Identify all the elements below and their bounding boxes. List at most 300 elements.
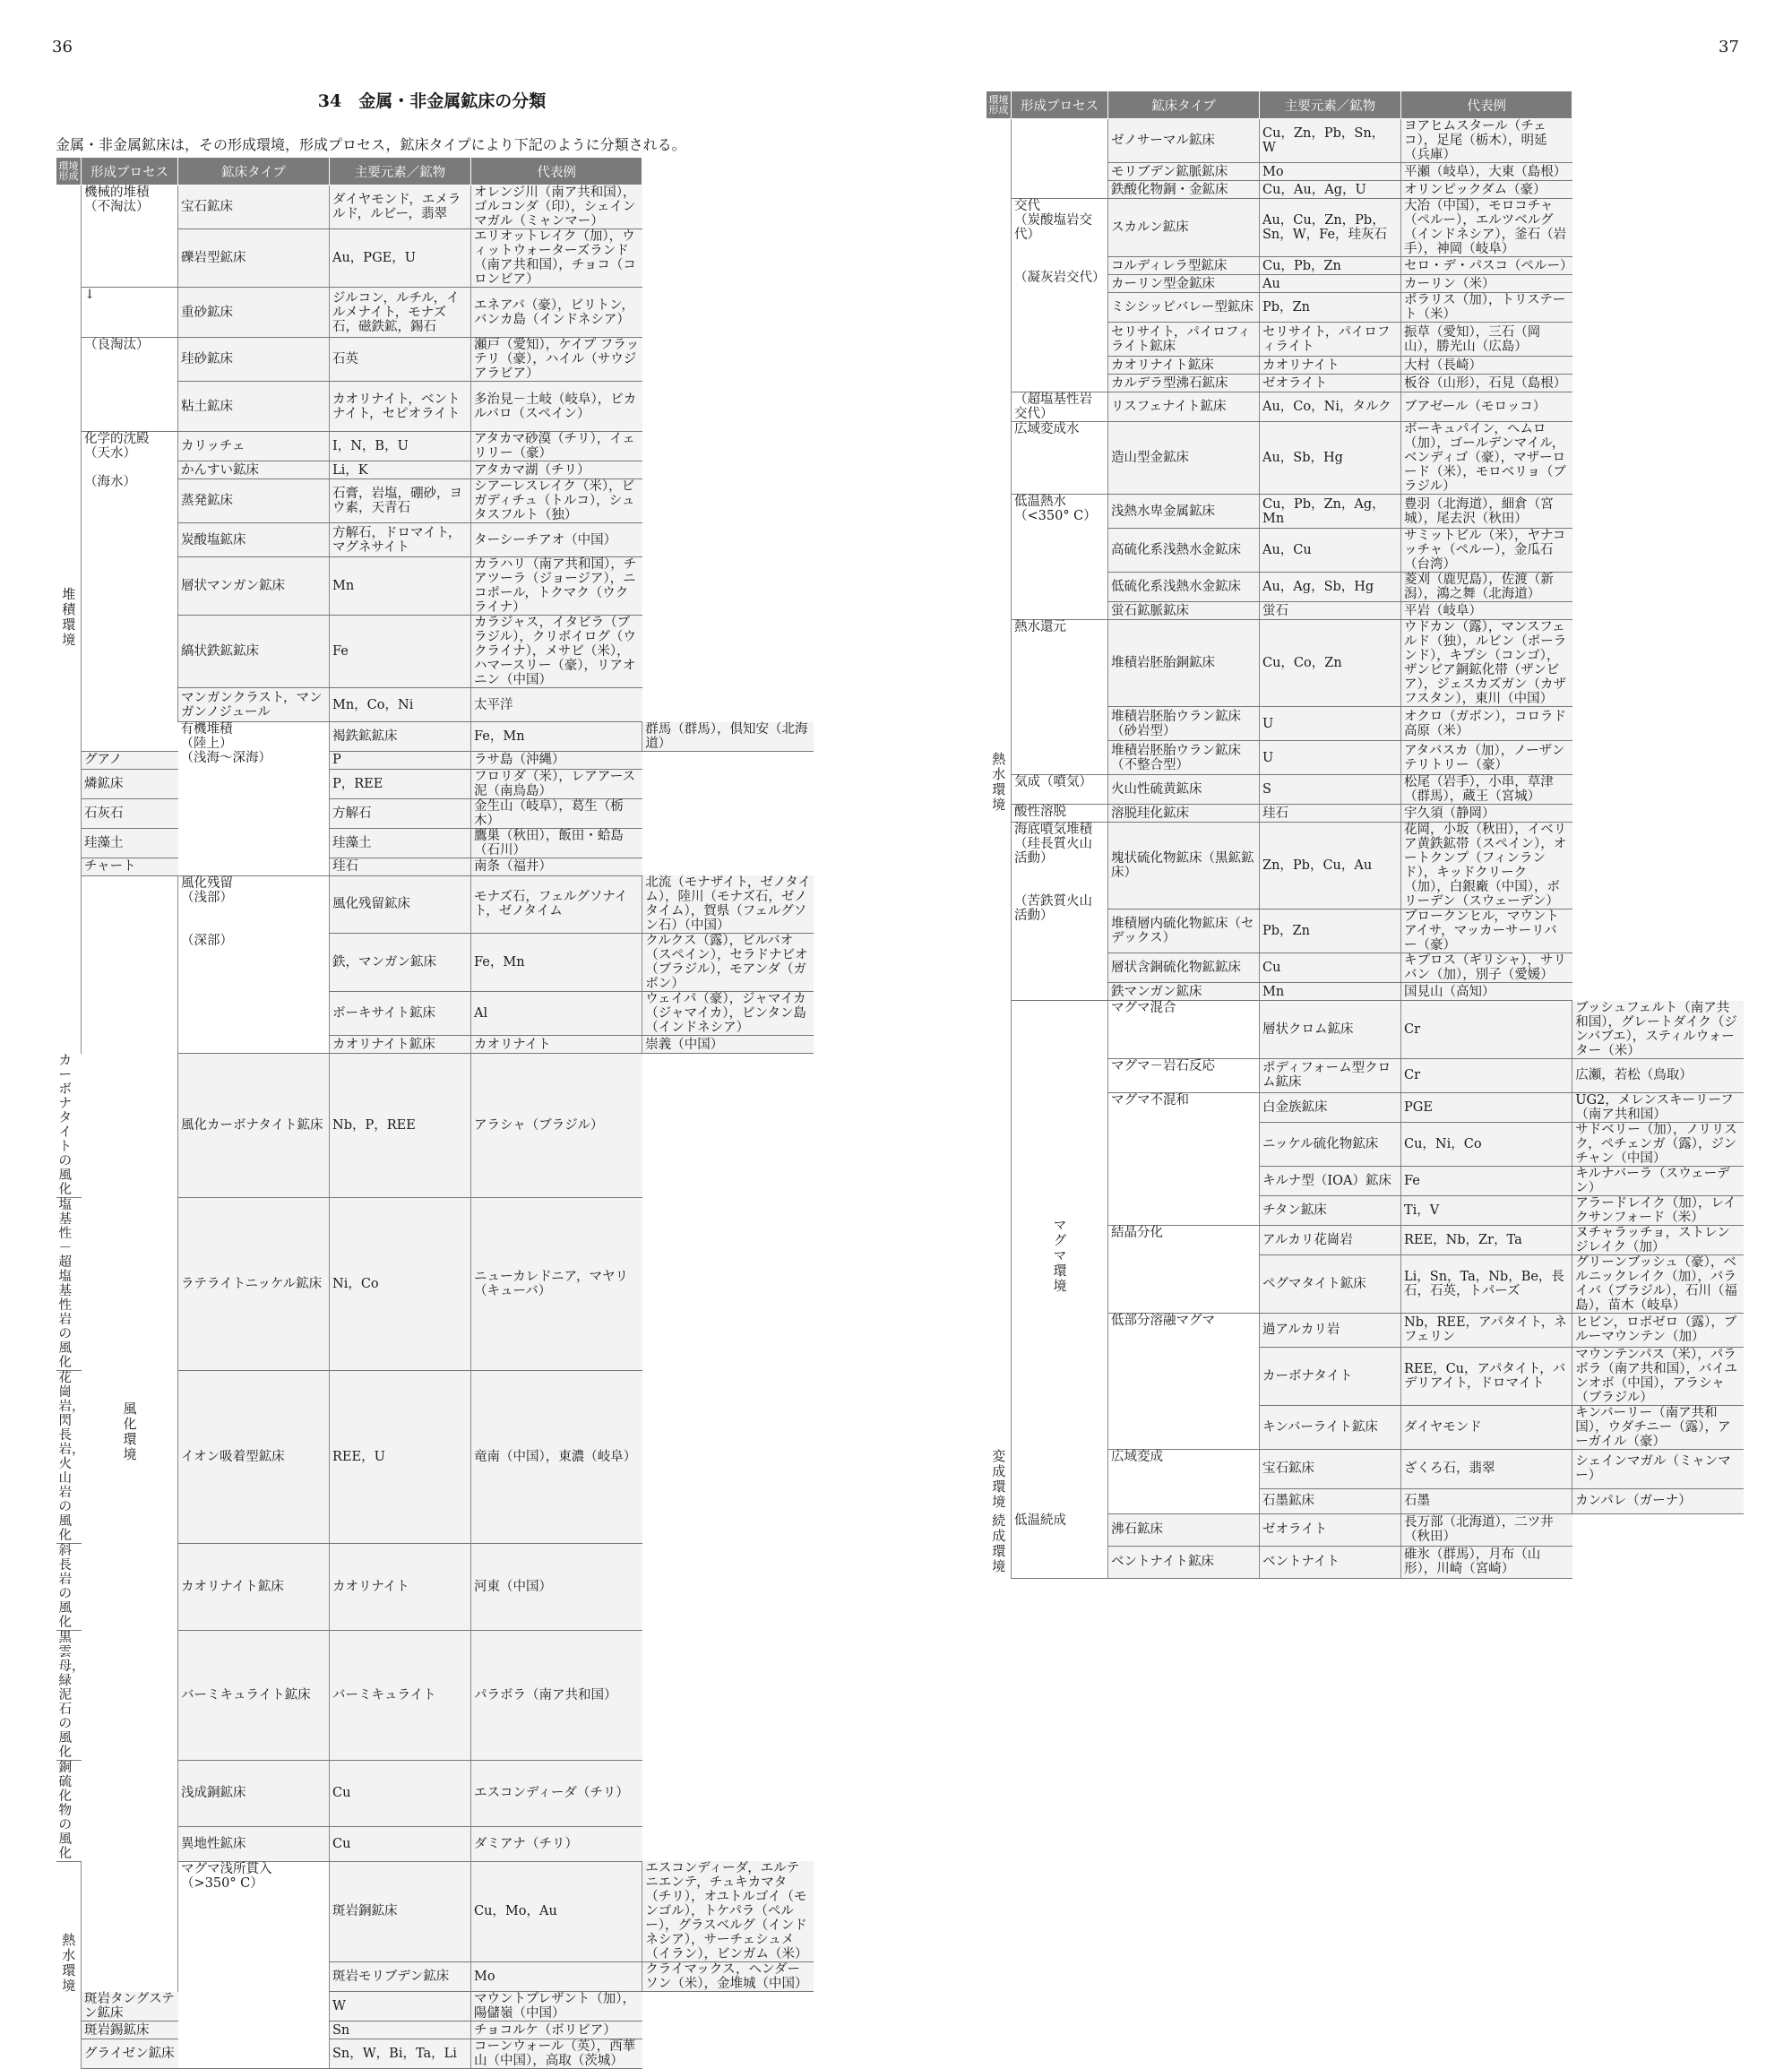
process-cell [1012, 620, 1108, 775]
deposit-type-cell [178, 479, 330, 523]
elements-cell [1401, 1092, 1572, 1122]
examples-cell-text: 広瀬，若松（鳥取） [1575, 1068, 1693, 1082]
elements-cell-text: Au，Ag，Sb，Hg [1262, 580, 1374, 594]
table-row [56, 858, 814, 875]
elements-cell [330, 858, 471, 875]
elements-cell [330, 688, 471, 722]
deposit-type-cell [178, 1054, 330, 1198]
elements-cell [330, 1543, 471, 1630]
deposit-type-cell-text: 斑岩銅鉱床 [332, 1904, 398, 1919]
deposit-type-cell-text: 層状マンガン鉱床 [181, 579, 285, 593]
elements-cell-text: Mn，Co，Ni [332, 697, 414, 712]
elements-cell [1260, 163, 1401, 181]
examples-cell-text: シェインマガル（ミャンマー） [1575, 1454, 1731, 1484]
deposit-type-cell [1108, 1513, 1260, 1546]
elements-cell-text: Au [1262, 276, 1280, 291]
examples-cell [1401, 620, 1572, 707]
deposit-type-cell-text: カオリナイト鉱床 [1111, 358, 1214, 373]
examples-cell-text: アラシャ（ブラジル） [474, 1117, 604, 1133]
deposit-type-cell [178, 338, 330, 382]
examples-cell [471, 1826, 642, 1861]
process-cell-text: 斜長岩の風化 [58, 1543, 72, 1630]
process-cell-text: マグマ浅所貫入 （>350° C） [181, 1861, 272, 1891]
process-cell-text: 海底噴気堆積 （珪長質火山活動） （苦鉄質火山活動） [1014, 823, 1092, 923]
deposit-type-cell-text: チャート [84, 859, 136, 874]
elements-cell-text: Fe，Mn [474, 955, 525, 970]
examples-cell [1572, 1092, 1744, 1122]
deposit-type-cell [330, 1036, 471, 1054]
elements-cell-text: Mo [474, 1970, 495, 1984]
elements-cell-text: カオリナイト [474, 1037, 551, 1052]
process-cell [1012, 119, 1108, 199]
table-row [56, 2022, 814, 2039]
elements-cell-text: 石墨 [1404, 1494, 1430, 1509]
deposit-type-cell [1108, 181, 1260, 199]
process-cell-text: 結晶分化 [1111, 1225, 1163, 1240]
elements-cell [471, 1962, 642, 1992]
elements-cell-text: Cu，Ni，Co [1404, 1136, 1482, 1151]
elements-cell [330, 1197, 471, 1370]
page-number-left: 36 [52, 38, 73, 56]
deposit-type-cell [330, 1962, 471, 1992]
elements-cell-text: ベントナイト [1262, 1555, 1340, 1569]
elements-cell-text: Al [474, 1006, 488, 1021]
elements-cell-text: Mn [332, 579, 355, 593]
elements-cell-text: REE，Nb，Zr，Ta [1404, 1232, 1522, 1247]
deposit-type-cell [330, 934, 471, 992]
deposit-type-cell-text: 風化残留鉱床 [332, 897, 410, 912]
deposit-type-cell [1260, 1449, 1401, 1489]
table-row [986, 392, 1745, 422]
elements-cell-text: Pb，Zn [1262, 924, 1310, 938]
examples-cell-text: クライマックス，ヘンダーソン（米），金堆城（中国） [645, 1962, 808, 1991]
elements-cell-text: Sn [332, 2022, 350, 2038]
table-row [986, 775, 1745, 805]
elements-cell-text: ジルコン，ルチル，イルメナイト，モナズ石，磁鉄鉱，錫石 [332, 290, 460, 334]
deposit-type-cell-text: 鉄酸化物銅・金鉱床 [1111, 182, 1228, 197]
process-cell [1108, 1092, 1260, 1225]
elements-cell [1401, 1405, 1572, 1449]
section-title: 34 金属・非金属鉱床の分類 [317, 91, 547, 111]
examples-cell [471, 185, 642, 229]
examples-cell [1401, 953, 1572, 983]
elements-cell-text: ゼオライト [1262, 375, 1328, 391]
header-deposit-type: 鉱床タイプ [1108, 91, 1260, 119]
environment-cell-text: 熱水環境 [990, 752, 1007, 813]
process-cell-text: 塩基性－超塩基性岩の風化 [58, 1197, 72, 1370]
elements-cell [330, 557, 471, 616]
process-cell-text: 花崗岩，閃長岩，火山岩の風化 [58, 1370, 85, 1543]
process-cell [82, 185, 178, 288]
examples-cell [471, 557, 642, 616]
header-elements: 主要元素／鉱物 [330, 158, 471, 185]
examples-cell-text: カラジャス，イタビラ（ブラジル），クリボイログ（ウクライナ），メサビ（米），ハマースリー（豪），リアオニン（中国） [474, 616, 636, 687]
examples-cell [471, 382, 642, 432]
deposit-type-cell [1108, 573, 1260, 602]
examples-cell-text: アラードレイク（加），レイクサンフォード（米） [1575, 1195, 1736, 1225]
elements-cell [330, 2039, 471, 2069]
elements-cell-text: Cu，Pb，Zn [1262, 258, 1341, 273]
deposit-type-cell-text: コルディレラ型鉱床 [1111, 258, 1228, 273]
elements-cell [471, 722, 642, 752]
process-cell-text: 黒雲母，緑泥石の風化 [58, 1630, 85, 1760]
examples-cell [1401, 181, 1572, 199]
deposit-type-cell [1260, 1313, 1401, 1347]
elements-cell [1401, 1166, 1572, 1195]
elements-cell [330, 1054, 471, 1198]
examples-cell [1401, 529, 1572, 573]
examples-cell-text: エスコンディーダ，エルテニエンテ，チュキカマタ（チリ），オユトルゴイ（モンゴル），トケパラ（ペルー），グラスベルグ（インドネシア），サーチェシュメ（イラン），ビンガム（米） [645, 1861, 808, 1961]
process-cell [1108, 1058, 1260, 1092]
deposit-type-cell-text: 礫岩型鉱床 [181, 251, 246, 265]
elements-cell [1260, 707, 1401, 741]
examples-cell [1401, 909, 1572, 953]
elements-cell [1401, 1058, 1572, 1092]
elements-cell [1260, 199, 1401, 257]
deposit-type-cell [1260, 1195, 1401, 1225]
examples-cell-text: アタカマ砂漠（チリ），イェリリー（豪） [474, 432, 635, 461]
elements-cell-text: Au，Cu [1262, 543, 1312, 557]
elements-cell-text: 方解石 [332, 806, 372, 821]
process-cell-text: 広域変成水 [1014, 422, 1080, 436]
examples-cell-text: ポラリス（加），トリステート（米） [1404, 293, 1566, 322]
examples-cell [1401, 573, 1572, 602]
examples-cell-text: 国見山（高知） [1404, 984, 1495, 999]
environment-cell-text: 続成環境 [990, 1513, 1007, 1574]
examples-cell-text: サミットビル（米），ヤナコッチャ（ペルー），金瓜石（台湾） [1404, 529, 1566, 572]
elements-cell [1260, 1513, 1401, 1546]
process-cell [1012, 422, 1108, 495]
deposit-type-cell-text: 粘土鉱床 [181, 399, 233, 414]
process-cell [1012, 1513, 1108, 1578]
table-header-row [986, 91, 1745, 119]
examples-cell-text: チョコルケ（ボリビア） [474, 2022, 616, 2038]
elements-cell [330, 479, 471, 523]
examples-cell-text: ダミアナ（チリ） [474, 1836, 578, 1851]
elements-cell-text: U [1262, 716, 1274, 731]
deposit-type-cell [178, 461, 330, 479]
deposit-type-cell-text: ラテライトニッケル鉱床 [181, 1276, 323, 1291]
deposit-type-cell [1108, 375, 1260, 392]
examples-cell-text: カーリン（米） [1404, 276, 1495, 291]
deposit-type-cell-text: 白金族鉱床 [1262, 1099, 1328, 1115]
elements-cell [471, 875, 642, 934]
examples-cell [471, 858, 642, 875]
elements-cell [1260, 293, 1401, 323]
examples-cell [642, 722, 814, 752]
examples-cell-text: グリーンブッシュ（豪），ベルニックレイク（加），バライバ（ブラジル），石川（福島），苗木（岐阜） [1575, 1254, 1737, 1313]
deposit-type-cell [178, 382, 330, 432]
process-cell [1012, 495, 1108, 620]
process-cell [178, 1861, 330, 2069]
deposit-type-cell-text: 鉄マンガン鉱床 [1111, 984, 1202, 999]
deposit-type-cell [1108, 357, 1260, 375]
examples-cell-text: ブアゼール（モロッコ） [1404, 400, 1546, 414]
examples-cell-text: コーンウォール（英），西華山（中国），高取（茨城） [474, 2039, 636, 2068]
examples-cell-text: 崇義（中国） [645, 1037, 724, 1052]
table-row [56, 288, 814, 338]
deposit-type-cell-text: キルナ型（IOA）鉱床 [1262, 1173, 1391, 1188]
deposit-type-cell-text: ポディフォーム型クロム鉱床 [1262, 1061, 1391, 1090]
elements-cell [330, 769, 471, 798]
examples-cell-text: 多治見－土岐（岐阜），ビカルバロ（スペイン） [474, 392, 637, 421]
examples-cell-text: ラサ島（沖縄） [474, 753, 565, 767]
process-cell [1108, 1449, 1260, 1513]
examples-cell [1572, 1001, 1744, 1059]
elements-cell [1401, 1001, 1572, 1059]
elements-cell [330, 229, 471, 288]
elements-cell [1260, 357, 1401, 375]
examples-cell-text: 鷹巣（秋田），飯田・蛤島（石川） [474, 828, 624, 858]
deposit-type-cell-text: アルカリ花崗岩 [1262, 1232, 1353, 1247]
elements-cell [471, 992, 642, 1036]
elements-cell [1260, 573, 1401, 602]
elements-cell [330, 1630, 471, 1760]
deposit-type-cell-text: カリッチェ [181, 439, 246, 453]
deposit-type-cell-text: 重砂鉱床 [181, 305, 233, 320]
process-cell [56, 1630, 85, 1760]
elements-cell-text: P，REE [332, 776, 383, 791]
examples-cell [471, 1054, 642, 1198]
deposit-type-cell-text: 斑岩モリブデン鉱床 [332, 1970, 450, 1984]
deposit-type-cell-text: モリブデン鉱脈鉱床 [1111, 164, 1228, 179]
elements-cell [1260, 323, 1401, 357]
deposit-type-cell [178, 1370, 330, 1543]
deposit-type-cell-text: 堆積層内硫化物鉱床（セデックス） [1111, 917, 1254, 945]
examples-cell-text: オレンジ川（南ア共和国），ゴルコンダ（印），シェインマガル（ミャンマー） [474, 185, 636, 228]
elements-cell [471, 934, 642, 992]
examples-cell [471, 1370, 642, 1543]
table-row [56, 432, 814, 461]
examples-cell [1572, 1313, 1744, 1347]
examples-cell [471, 432, 642, 461]
elements-cell [1401, 1254, 1572, 1313]
examples-cell [1401, 375, 1572, 392]
examples-cell-text: ボーキュパイン，ヘムロ（加），ゴールデンマイル，ベンディゴ（豪），マザーロード（米），モロベリョ（ブラジル） [1404, 422, 1566, 494]
process-cell-text: 風化残留 （浅部） （深部） [181, 875, 233, 948]
elements-cell-text: ダイヤモンド，エメラルド，ルビー，翡翠 [332, 193, 461, 221]
deposit-type-cell [82, 828, 178, 858]
elements-cell [471, 1036, 642, 1054]
examples-cell [471, 1992, 642, 2022]
examples-cell [471, 1543, 642, 1630]
process-cell-text: 低部分溶融マグマ [1111, 1313, 1215, 1328]
examples-cell [471, 461, 642, 479]
process-cell [178, 875, 330, 1054]
deposit-type-cell [330, 992, 471, 1036]
examples-cell [1572, 1347, 1744, 1405]
examples-cell-text: 南条（福井） [474, 859, 552, 874]
examples-cell-text: ウェイパ（豪），ジャマイカ（ジャマイカ），ビンタン島（インドネシア） [645, 992, 806, 1035]
deposit-type-cell-text: 低硫化系浅熱水金鉱床 [1111, 580, 1241, 594]
process-cell-text: 機械的堆積 （不淘汰） [84, 185, 150, 214]
deposit-type-cell [1108, 199, 1260, 257]
examples-cell [1401, 275, 1572, 293]
process-cell-text: 銅硫化物の風化 [58, 1760, 72, 1861]
examples-cell-text: 板谷（山形），石見（島根） [1404, 375, 1567, 391]
process-cell [1012, 199, 1108, 392]
examples-cell [1401, 199, 1572, 257]
process-cell-text: マグマ混合 [1111, 1001, 1176, 1015]
process-cell [56, 1760, 82, 1861]
examples-cell [642, 1036, 814, 1054]
elements-cell-text: REE，Cu，アパタイト，バデリアイト，ドロマイト [1404, 1361, 1566, 1391]
deposit-type-cell [1108, 909, 1260, 953]
table-row [56, 1992, 814, 2022]
examples-cell [1401, 495, 1572, 529]
deposit-type-cell [178, 1630, 330, 1760]
elements-cell-text: 蛍石 [1262, 603, 1288, 618]
header-process: 形成プロセス [1012, 91, 1108, 119]
environment-cell [56, 1861, 82, 2069]
elements-cell-text: Fe [1404, 1173, 1420, 1188]
deposit-type-cell [1260, 1122, 1401, 1166]
elements-cell-text: Au，PGE，U [332, 251, 416, 265]
examples-cell-text: 群馬（群馬），倶知安（北海道） [645, 721, 808, 751]
examples-cell-text: 河東（中国） [474, 1579, 552, 1594]
environment-cell [986, 1513, 1012, 1578]
process-cell [56, 1054, 82, 1198]
examples-cell [471, 688, 642, 722]
deposit-type-cell-text: キンバーライト鉱床 [1262, 1419, 1378, 1435]
deposit-type-cell [178, 557, 330, 616]
elements-cell-text: REE，U [332, 1449, 385, 1464]
environment-cell-text: 堆積環境 [60, 587, 77, 649]
deposit-type-cell-text: カーリン型金鉱床 [1111, 276, 1215, 291]
deposit-type-cell [330, 1861, 471, 1962]
elements-cell [330, 432, 471, 461]
process-cell-text: 気成（噴気） [1014, 775, 1092, 789]
deposit-type-cell [1108, 293, 1260, 323]
deposit-type-cell [1108, 602, 1260, 620]
examples-cell [1401, 805, 1572, 823]
deposit-type-cell-text: マンガンクラスト，マンガンノジュール [181, 690, 323, 720]
table-row [56, 875, 814, 934]
examples-cell-text: 長万部（北海道），二ツ井（秋田） [1404, 1515, 1554, 1544]
examples-cell-text: 金生山（岐阜），葛生（栃木） [474, 798, 624, 828]
deposit-type-cell-text: スカルン鉱床 [1111, 220, 1189, 235]
deposit-type-cell-text: 造山型金鉱床 [1111, 451, 1189, 465]
deposit-type-cell [1108, 953, 1260, 983]
examples-cell-text: キンバーリー（南ア共和国），ウダチニー（露），アーガイル（豪） [1575, 1405, 1731, 1449]
deposit-type-cell-text: 石墨鉱床 [1262, 1494, 1314, 1509]
table-row [986, 495, 1745, 529]
elements-cell-text: カオリナイト [332, 1579, 409, 1594]
deposit-type-cell-text: イオン吸着型鉱床 [181, 1449, 285, 1464]
deposit-type-cell [1108, 422, 1260, 495]
deposit-type-cell-text: ゼノサーマル鉱床 [1111, 134, 1215, 148]
deposit-type-cell [1108, 275, 1260, 293]
table-row [56, 769, 814, 798]
elements-cell [1260, 495, 1401, 529]
deposit-type-cell-text: 異地性鉱床 [181, 1836, 246, 1851]
examples-cell-text: エネアバ（豪），ビリトン，バンカ島（インドネシア） [474, 297, 634, 327]
examples-cell-text: ヨアヒムスタール（チェコ），足尾（栃木），明延（兵庫） [1404, 119, 1547, 162]
deposit-type-cell [1108, 323, 1260, 357]
examples-cell [471, 769, 642, 798]
deposit-type-cell [178, 523, 330, 557]
examples-cell-text: アタバスカ（加），ノーザンテリトリー（豪） [1404, 743, 1565, 772]
table-row [56, 185, 814, 229]
examples-cell-text: カラハリ（南ア共和国），チアツーラ（ジョージア），ニコポール，トクマク（ウクライナ） [474, 557, 637, 615]
process-cell-text: 広域変成 [1111, 1449, 1163, 1464]
process-cell [1108, 1313, 1260, 1449]
deposit-type-cell [1108, 163, 1260, 181]
elements-cell [1260, 983, 1401, 1001]
environment-cell [82, 875, 178, 1992]
elements-cell [1260, 119, 1401, 163]
elements-cell-text: Nb，REE，アパタイト，ネフェリン [1404, 1315, 1567, 1344]
process-cell-text: 低温続成 [1014, 1513, 1066, 1528]
examples-cell-text: オリンピックダム（豪） [1404, 182, 1546, 197]
examples-cell [1572, 1254, 1744, 1313]
examples-cell [471, 288, 642, 338]
deposit-type-cell [1108, 707, 1260, 741]
elements-cell [1401, 1449, 1572, 1489]
examples-cell [642, 934, 814, 992]
deposit-type-cell-text: かんすい鉱床 [181, 462, 259, 478]
examples-cell [471, 828, 642, 858]
elements-cell-text: Zn，Pb，Cu，Au [1262, 858, 1373, 873]
examples-cell [1572, 1449, 1744, 1489]
deposit-type-cell [178, 1760, 330, 1826]
process-cell-text: 交代 （炭酸塩岩交代） （凝灰岩交代） [1014, 199, 1106, 285]
environment-cell [986, 119, 1012, 1450]
deposit-type-cell [1108, 1546, 1260, 1578]
examples-cell [642, 1962, 814, 1992]
elements-cell [1260, 375, 1401, 392]
environment-cell-text: 熱水環境 [60, 1933, 77, 1994]
elements-cell [1260, 529, 1401, 573]
elements-cell-text: Cu [1262, 961, 1281, 975]
examples-cell [1401, 1546, 1572, 1578]
deposit-type-cell-text: 堆積岩胚胎銅鉱床 [1111, 656, 1215, 670]
header-examples: 代表例 [1401, 91, 1572, 119]
deposit-type-cell [1260, 1489, 1401, 1513]
examples-cell-text: カンパレ（ガーナ） [1575, 1494, 1692, 1509]
process-cell-text: 熱水還元 [1014, 620, 1066, 634]
environment-cell-text: 変成環境 [990, 1449, 1007, 1510]
header-examples: 代表例 [471, 158, 642, 185]
elements-cell [1401, 1489, 1572, 1513]
deposit-type-cell [1108, 119, 1260, 163]
examples-cell-text: ウドカン（露），マンスフェルド（独），ルビン（ポーランド），キプシ（コンゴ），ザンビア銅鉱化帯（ザンビア），ジェスカズガン（カザフスタン），東川（中国） [1404, 620, 1567, 706]
examples-cell-text: 碓氷（群馬），月布（山形），川崎（宮崎） [1404, 1547, 1541, 1576]
examples-cell [1572, 1122, 1744, 1166]
examples-cell-text: アタカマ湖（チリ） [474, 462, 590, 478]
page-number-right: 37 [1719, 38, 1739, 56]
deposit-type-cell-text: 風化カーボナタイト鉱床 [181, 1117, 323, 1133]
deposit-type-cell [178, 616, 330, 688]
examples-cell [1401, 422, 1572, 495]
elements-cell [330, 798, 471, 828]
header-elements: 主要元素／鉱物 [1260, 91, 1401, 119]
elements-cell-text: ゼオライト [1262, 1522, 1328, 1537]
deposit-type-cell-text: リスフェナイト鉱床 [1111, 400, 1227, 414]
examples-cell-text: 松尾（岩手），小串，草津（群馬），蔵王（宮城） [1404, 775, 1554, 804]
examples-cell [1572, 1405, 1744, 1449]
examples-cell-text: 豊羽（北海道），細倉（宮城），尾去沢（秋田） [1404, 496, 1554, 526]
elements-cell-text: Cu，Au，Ag，U [1262, 182, 1366, 197]
elements-cell-text: PGE [1404, 1099, 1433, 1115]
deposit-type-cell [178, 185, 330, 229]
examples-cell [1401, 392, 1572, 422]
elements-cell-text: Cu，Zn，Pb，Sn，W [1262, 126, 1385, 155]
elements-cell-text: Fe，Mn [474, 728, 525, 744]
elements-cell [1260, 741, 1401, 775]
elements-cell-text: 珪石 [332, 859, 358, 874]
examples-cell [1401, 1513, 1572, 1546]
